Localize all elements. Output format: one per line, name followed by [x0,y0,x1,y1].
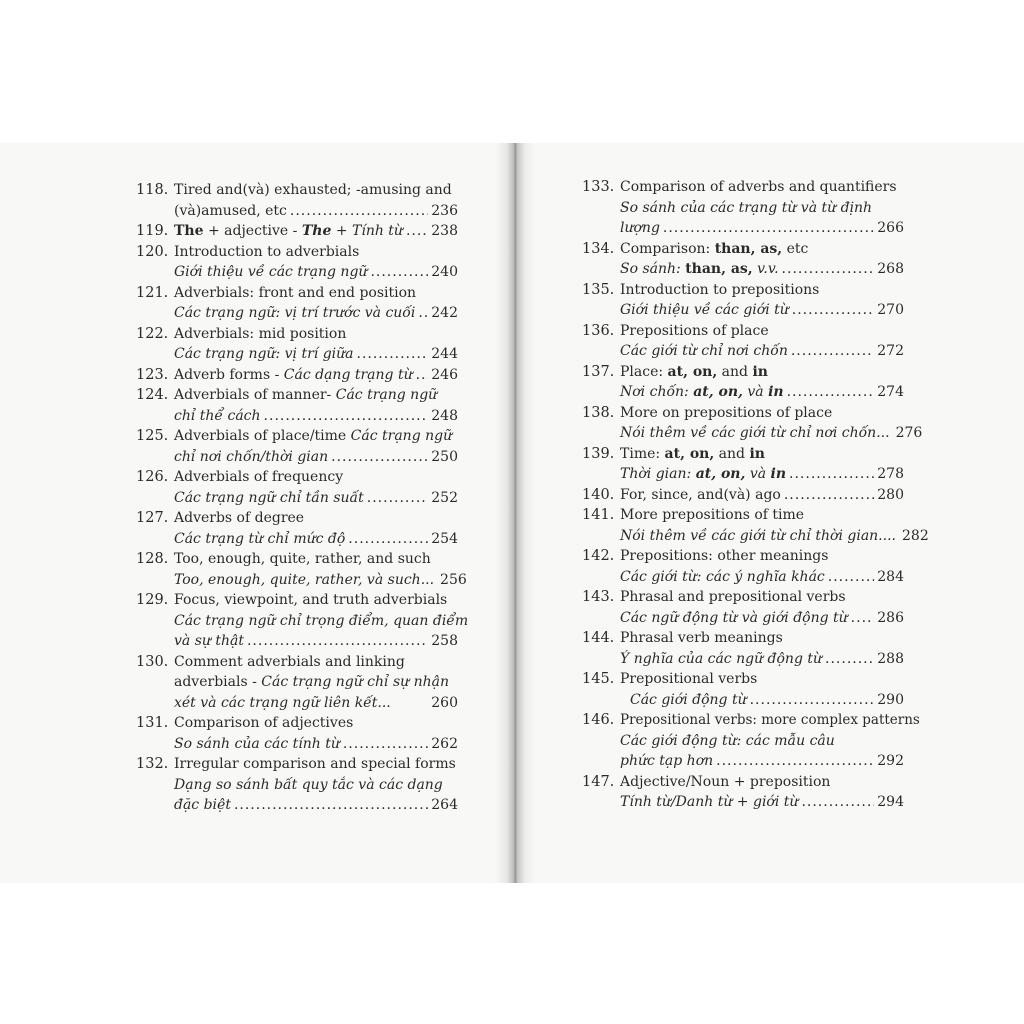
toc-entry-146: 146. Prepositional verbs: more complex patterns Các giới động từ: các mẫu câu phức tạp hơn ..... 292 [582,710,904,772]
page-number: 280 [877,486,904,503]
book-gutter [495,143,535,883]
toc-entry-131: 131. Comparison of adjectives So sánh của các tính từ ..... 262 [136,713,458,754]
toc-entry-132: 132. Irregular comparison and special forms Dạng so sánh bất quy tắc và các dạng đặc biệt ..... 264 [136,754,458,816]
page-number: 272 [877,343,904,359]
toc-entry-118: 118. Tired and(và) exhausted; -amusing and (và)amused, etc ..... 236 [136,180,458,221]
toc-entry-139: 139. Time: at, on, and in Thời gian: at, on, và in ..... 278 [582,444,904,485]
toc-entry-121: 121. Adverbials: front and end position Các trạng ngữ: vị trí trước và cuối ..... 242 [136,283,458,324]
page-number: 258 [431,633,458,649]
page-number: 240 [431,264,458,280]
page-number: 288 [877,650,904,667]
page-number: 256 [440,571,467,588]
toc-entry-140: 140. For, since, and(và) ago ..... 280 [582,485,904,506]
toc-entry-127: 127. Adverbs of degree Các trạng từ chỉ mức độ ..... 254 [136,508,458,549]
page-number: 278 [877,466,904,482]
toc-entry-134: 134. Comparison: than, as, etc So sánh: than, as, v.v. ..... 268 [582,239,904,280]
toc-entry-144: 144. Phrasal verb meanings Ý nghĩa của các ngữ động từ ..... 288 [582,628,904,669]
page-number: 260 [431,694,458,711]
page-number: 252 [431,489,458,506]
page-number: 250 [431,448,458,465]
page-number: 282 [902,527,929,544]
toc-entry-147: 147. Adjective/Noun + preposition Tính từ/Danh từ + giới từ ..... 294 [582,772,904,813]
toc-entry-137: 137. Place: at, on, and in Nơi chốn: at, on, và in ..... 274 [582,362,904,403]
page-number: 294 [877,794,904,810]
toc-entry-120: 120. Introduction to adverbials Giới thiệu về các trạng ngữ ..... 240 [136,242,458,283]
page-number: 292 [877,753,904,769]
page-number: 264 [431,797,458,813]
page-number: 286 [877,609,904,626]
page-number: 268 [877,261,904,277]
page-number: 290 [877,691,904,708]
page-number: 284 [877,568,904,585]
page-number: 242 [431,305,458,321]
left-page-toc [136,180,469,816]
toc-entry-123: 123. Adverb forms - Các dạng trạng từ ..... 246 [136,365,458,386]
page-number: 246 [431,366,458,383]
page-number: 238 [431,223,458,239]
toc-entry-125: 125. Adverbials of place/time Các trạng ngữ chỉ nơi chốn/thời gian ..... 250 [136,426,458,467]
toc-entry-122: 122. Adverbials: mid position Các trạng ngữ: vị trí giữa ..... 244 [136,324,458,365]
toc-entry-126: 126. Adverbials of frequency Các trạng ngữ chỉ tần suất ..... 252 [136,467,458,508]
page-number: 254 [431,530,458,547]
toc-entry-128: 128. Too, enough, quite, rather, and such Too, enough, quite, rather, và such... 256 [136,549,458,590]
page-number: 262 [431,735,458,752]
page-number: 276 [895,425,923,441]
toc-entry-136: 136. Prepositions of place Các giới từ chỉ nơi chốn ..... 272 [582,321,904,362]
toc-entry-138: 138. More on prepositions of place Nói thêm về các giới từ chỉ nơi chốn... 276 [582,403,904,444]
page-number: 244 [431,346,458,362]
toc-entry-141: 141. More prepositions of time Nói thêm về các giới từ chỉ thời gian.... 282 [582,505,904,546]
toc-entry-124: 124. Adverbials of manner- Các trạng ngữ chỉ thể cách ..... 248 [136,385,458,426]
page-number: 270 [877,302,904,318]
toc-entry-145: 145. Prepositional verbs Các giới động từ ..... 290 [582,669,904,710]
toc-entry-142: 142. Prepositions: other meanings Các giới từ: các ý nghĩa khác ..... 284 [582,546,904,587]
toc-entry-129: 129. Focus, viewpoint, and truth adverbials Các trạng ngữ chỉ trọng điểm, quan điểm và sự thật ..... 258 [136,590,458,652]
toc-entry-143: 143. Phrasal and prepositional verbs Các ngữ động từ và giới động từ ..... 286 [582,587,904,628]
page-number: 248 [431,407,458,424]
page-number: 274 [877,384,904,400]
toc-entry-130: 130. Comment adverbials and linking adverbials - Các trạng ngữ chỉ sự nhận xét và các trạng ngữ liên kết... 260 [136,652,458,714]
toc-entry-135: 135. Introduction to prepositions Giới thiệu về các giới từ ..... 270 [582,280,904,321]
page-number: 236 [431,202,458,219]
toc-entry-119: 119. The + adjective - The + Tính từ ..... 238 [136,221,458,242]
page-number: 266 [877,220,904,236]
toc-entry-133: 133. Comparison of adverbs and quantifiers So sánh của các trạng từ và từ định lượng ..... 266 [582,177,904,239]
right-page-toc [582,177,929,813]
